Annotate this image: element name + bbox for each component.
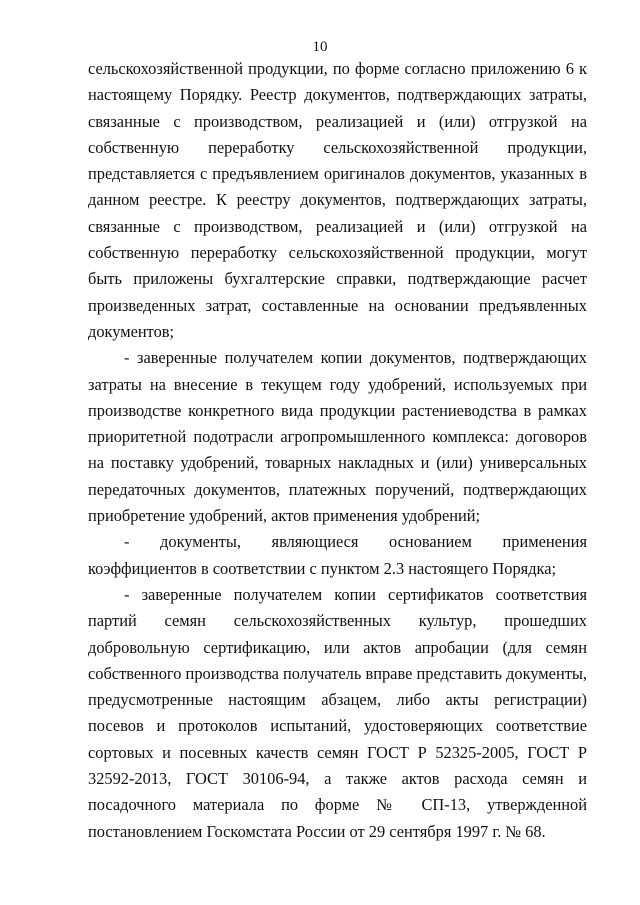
paragraph-continuation: сельскохозяйственной продукции, по форме согласно приложению 6 к настоящему Порядку. Реестр документов, подтверждающих затраты, связанные с производством, реализацией и (или) отгрузкой на собственную переработку сельскохозяйственной продукции, представляется с предъявлением оригиналов документов, указанных в данном реестре. К реестру документов, подтверждающих затраты, связанные с производством, реализацией и (или) отгрузкой на собственную переработку сельскохозяйственной продукции, могут быть приложены бухгалтерские справки, подтверждающие расчет произведенных затрат, составленные на основании предъявленных документов; [88, 59, 587, 341]
document-body [88, 56, 587, 845]
paragraph-seed-certificates: - заверенные получателем копии сертификатов соответствия партий семян сельскохозяйственных культур, прошедших добровольную сертификацию, или актов апробации (для семян собственного производства получатель вправе представить документы, предусмотренные настоящим абзацем, либо акты регистрации) посевов и протоколов испытаний, удостоверяющих соответствие сортовых и посевных качеств семян ГОСТ Р 52325-2005, ГОСТ Р 32592-2013, ГОСТ 30106-94, а также актов расхода семян и посадочного материала по форме № СП-13, утвержденной постановлением Госкомстата России от 29 сентября 1997 г. № 68. [88, 584, 587, 841]
paragraph-coefficient-documents: - документы, являющиеся основанием применения коэффициентов в соответствии с пунктом 2.3 настоящего Порядка; [88, 532, 587, 578]
page-number: 10 [312, 39, 328, 55]
paragraph-fertilizer-documents: - заверенные получателем копии документов, подтверждающих затраты на внесение в текущем году удобрений, используемых при производстве конкретного вида продукции растениеводства в рамках приоритетной подотрасли агропромышленного комплекса: договоров на поставку удобрений, товарных накладных и (или) универсальных передаточных документов, платежных поручений, подтверждающих приобретение удобрений, актов применения удобрений; [88, 348, 587, 526]
